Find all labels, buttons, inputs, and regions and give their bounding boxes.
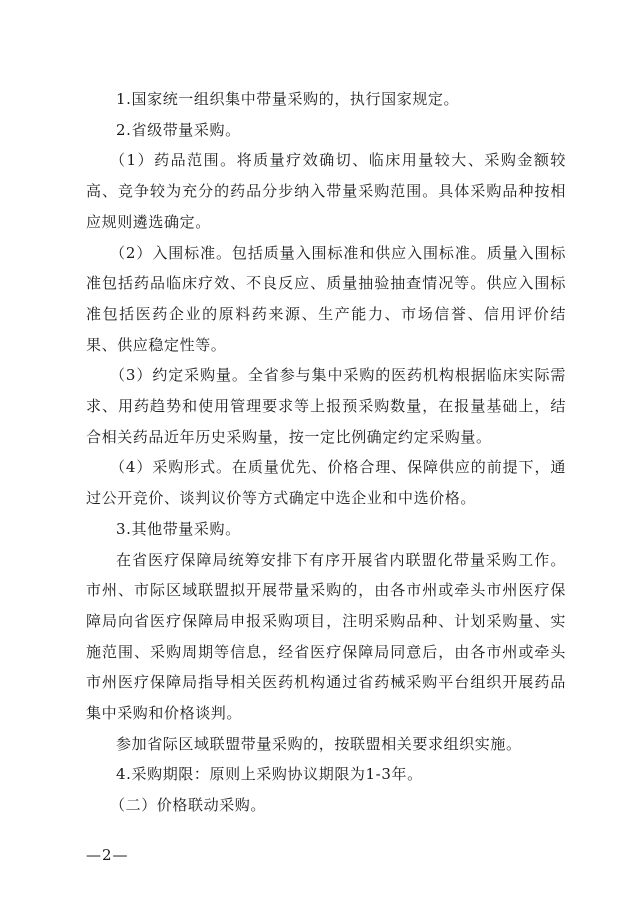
document-body <box>86 84 566 821</box>
paragraph-price-linkage-heading: （二）价格联动采购。 <box>110 796 267 815</box>
paragraph-other-heading: 3.其他带量采购。 <box>116 519 241 538</box>
paragraph-procurement-form: （4）采购形式。在质量优先、价格合理、保障供应的前提下，通过公开竞价、谈判议价等方式确定中选企业和中选价格。 <box>86 458 566 508</box>
paragraph-admission-criteria: （2）入围标准。包括质量入围标准和供应入围标准。质量入围标准包括药品临床疗效、不良反应、质量抽验抽查情况等。供应入围标准包括医药企业的原料药来源、生产能力、市场信誉、信用评价结果、供应稳定性等。 <box>86 243 566 354</box>
paragraph-alliance-procurement: 在省医疗保障局统筹安排下有序开展省内联盟化带量采购工作。市州、市际区域联盟拟开展带量采购的，由各市州或牵头市州医疗保障局向省医疗保障局申报采购项目，注明采购品种、计划采购量、实施范围、采购周期等信息，经省医疗保障局同意后，由各市州或牵头市州医疗保障局指导相关医药机构通过省药械采购平台组织开展药品集中采购和价格谈判。 <box>86 550 566 723</box>
paragraph-national-procurement: 1.国家统一组织集中带量采购的，执行国家规定。 <box>116 90 460 108</box>
paragraph-provincial-heading: 2.省级带量采购。 <box>116 120 241 139</box>
paragraph-agreed-volume: （3）约定采购量。全省参与集中采购的医药机构根据临床实际需求、用药趋势和使用管理要求等上报预采购数量，在报量基础上，结合相关药品近年历史采购量，按一定比例确定约定采购量。 <box>86 366 566 446</box>
paragraph-procurement-period: 4.采购期限：原则上采购协议期限为1-3年。 <box>116 765 423 784</box>
paragraph-drug-scope: （1）药品范围。将质量疗效确切、临床用量较大、采购金额较高、竞争较为充分的药品分步纳入带量采购范围。具体采购品种按相应规则遴选确定。 <box>86 151 566 231</box>
paragraph-interprovincial: 参加省际区域联盟带量采购的，按联盟相关要求组织实施。 <box>116 734 522 753</box>
page-number: —2— <box>86 846 129 864</box>
